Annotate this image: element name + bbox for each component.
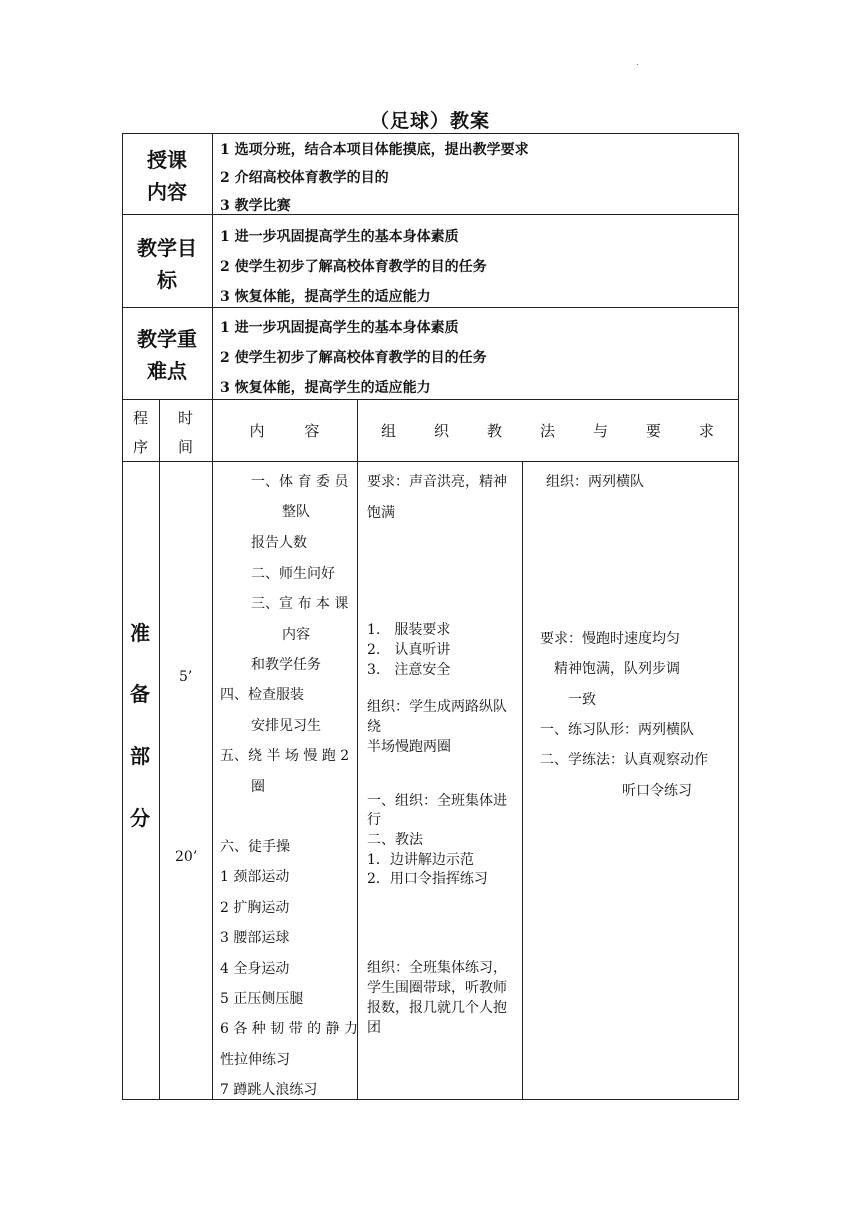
list-item: 3 恢复体能，提高学生的适应能力: [220, 289, 431, 305]
list-item: 3 教学比赛: [220, 198, 291, 214]
list-item: 1 选项分班，结合本项目体能摸底，提出教学要求: [220, 142, 529, 158]
list-item: 2 使学生初步了解高校体育教学的目的任务: [220, 350, 487, 366]
corner-mark: .: [636, 58, 639, 67]
page-title: （足球）教案: [369, 110, 490, 132]
list-item: 3 恢复体能，提高学生的适应能力: [220, 380, 431, 396]
header-time: 时 间: [177, 409, 193, 456]
list-item: 2 使学生初步了解高校体育教学的目的任务: [220, 259, 487, 275]
list-item: 2 介绍高校体育教学的目的: [220, 170, 389, 186]
header-content: 内 容: [249, 422, 320, 440]
header-procedure: 程 序: [132, 409, 148, 456]
list-item: 1 进一步巩固提高学生的基本身体素质: [220, 229, 459, 245]
section-1-label: 授课 内容: [147, 148, 187, 204]
section-2-items: [220, 222, 487, 312]
section-3-label: 教学重 难点: [137, 327, 197, 383]
section-3-items: [220, 313, 487, 403]
header-method: 组 织 教 法 与 要 求: [381, 422, 714, 440]
section-2-label: 教学目 标: [137, 236, 197, 292]
list-item: 1 进一步巩固提高学生的基本身体素质: [220, 320, 459, 336]
section-1-items: [220, 136, 529, 220]
